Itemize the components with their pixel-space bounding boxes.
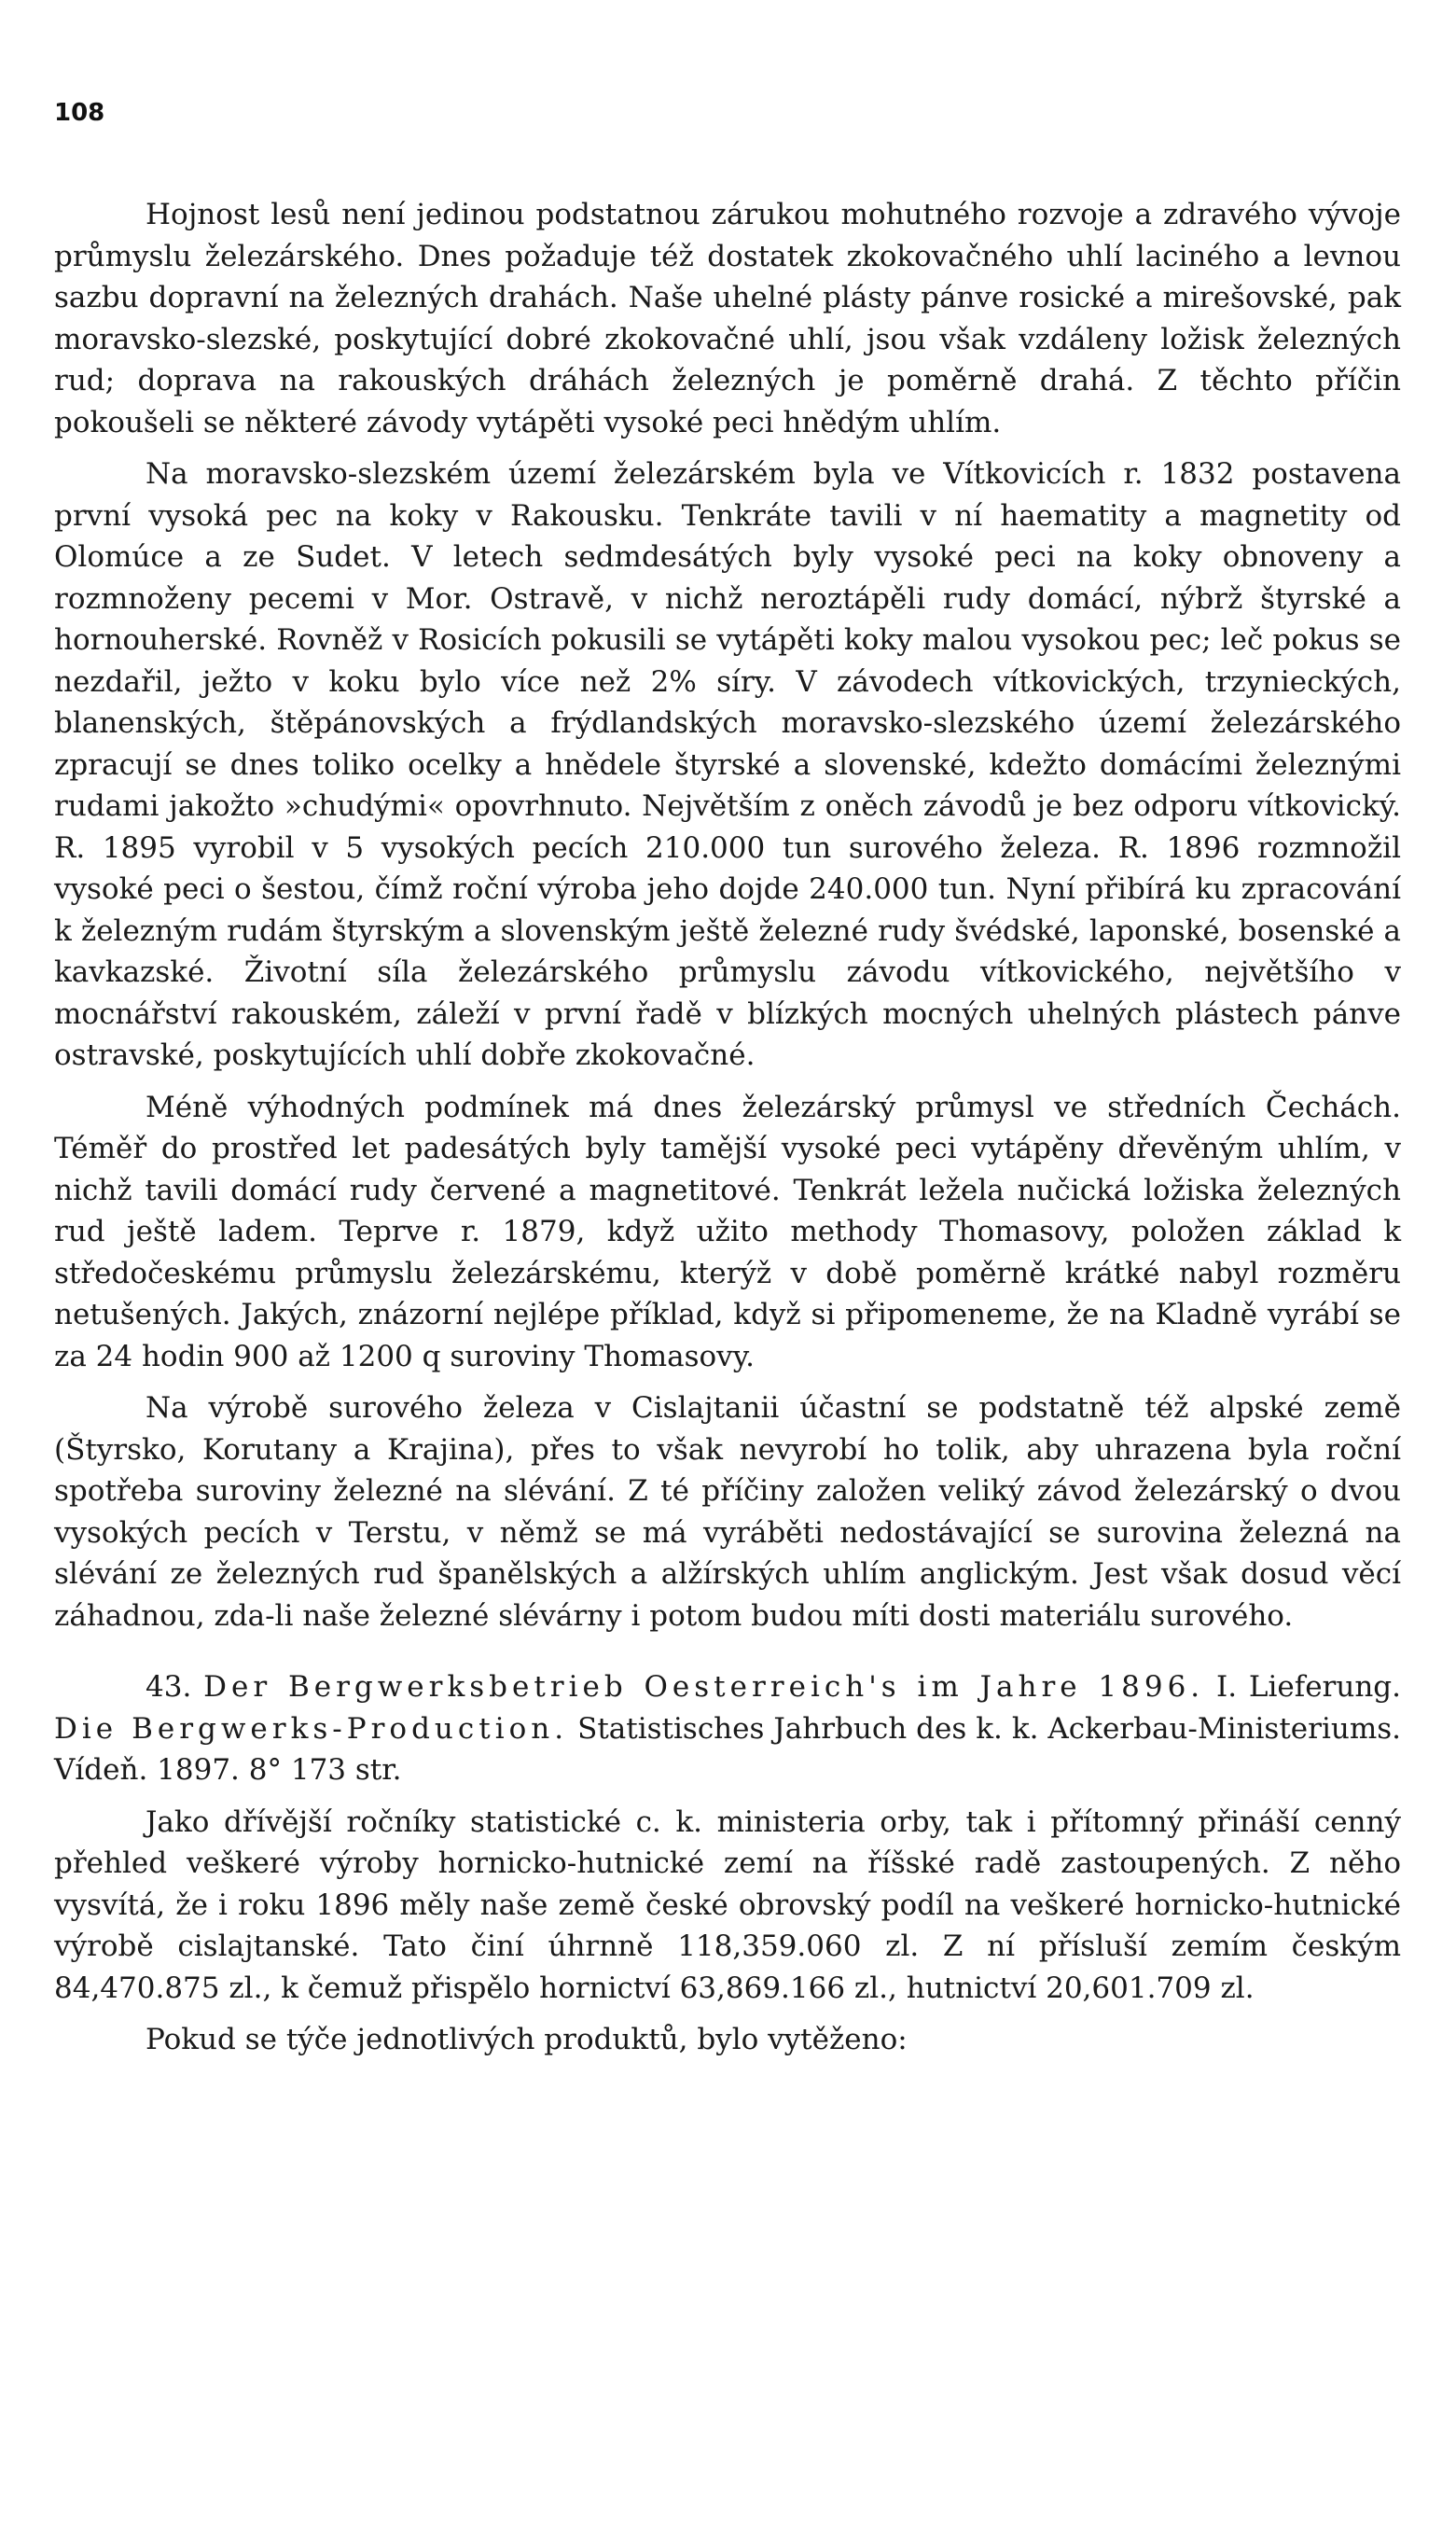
reference-number: 43. <box>146 1670 192 1704</box>
paragraph-central-bohemia: Méně výhodných podmínek má dnes železárský průmysl ve středních Čechách. Téměř do prostřed let padesátých byly tamější vysoké peci vytápěny dřevěným uhlím, v nichž tavili domácí rudy červené a magnetitové. Tenkrát ležela nučická ložiska železných rud ještě ladem. Teprve r. 1879, když užito methody Thomasovy, položen základ k středočeskému průmyslu železárskému, kterýž v době poměrně krátké nabyl rozměru netušených. Jakých, znázorní nejlépe příklad, když si připomeneme, že na Kladně vyrábí se za 24 hodin 900 až 1200 q suroviny Thomasovy. <box>54 1090 1401 1373</box>
reference-part: I. Lieferung. <box>1215 1670 1401 1704</box>
page-number: 108 <box>54 99 105 127</box>
paragraph-alpine-lands: Na výrobě surového železa v Cislajtanii účastní se podstatně též alpské země (Štyrsko, Korutany a Krajina), přes to však nevyrobí ho tolik, aby uhrazena byla roční spotřeba suroviny železné na slévání. Z té příčiny založen veliký závod železárský o dvou vysokých pecích v Terstu, v němž se má vyráběti nedostávající se surovina železná na slévání ze železných rud španělských a alžírských uhlím anglickým. Jest však dosud věcí záhadnou, zda-li naše železné slévárny i potom budou míti dosti materiálu surového. <box>54 1391 1401 1633</box>
paragraph-moravia-silesia: Na moravsko-slezském území železárském byla ve Vítkovicích r. 1832 postavena první vysoká pec na koky v Rakousku. Tenkráte tavili v ní haematity a magnetity od Olomúce a ze Sudet. V letech sedmdesátých byly vysoké peci na koky obnoveny a rozmnoženy pecemi v Mor. Ostravě, v nichž neroztápěli rudy domácí, nýbrž štyrské a hornouherské. Rovněž v Rosicích pokusili se vytápěti koky malou vysokou pec; leč pokus se nezdařil, ježto v koku bylo více než 2% síry. V závodech vítkovických, trzynieckých, blanenských, štěpánovských a frýdlandských moravsko-slezského území železárského zpracují se dnes toliko ocelky a hnědele štyrské a slovenské, kdežto domácími železnými rudami jakožto »chudými« opovrhnuto. Největším z oněch závodů je bez odporu vítkovický. R. 1895 vyrobil v 5 vysokých pecích 210.000 tun surového železa. R. 1896 rozmnožil vysoké peci o šestou, čímž roční výroba jeho dojde 240.000 tun. Nyní přibírá ku zpracování k železným rudám štyrským a slovenským ještě železné rudy švédské, laponské, bosenské a kavkazské. Životní síla železárského průmyslu závodu vítkovického, největšího v mocnářství rakouském, záleží v první řadě v blízkých mocných uhelných plástech pánve ostravské, poskytujících uhlí dobře zkokovačné. <box>54 457 1401 1072</box>
reference-entry <box>54 1666 1401 1791</box>
paragraph-statistics: Jako dřívější ročníky statistické c. k. ministeria orby, tak i přítomný přináší cenný přehled veškeré výroby hornicko-hutnické zemí na říšské radě zastoupených. Z něho vysvítá, že i roku 1896 měly naše země české obrovský podíl na veškeré hornicko-hutnické výrobě cislajtanské. Tato činí úhrnně 118,359.060 zl. Z ní přísluší zemím českým 84,470.875 zl., k čemuž přispělo hornictví 63,869.166 zl., hutnictví 20,601.709 zl. <box>54 1804 1401 2005</box>
paragraph-products-intro: Pokud se týče jednotlivých produktů, bylo vytěženo: <box>146 2023 908 2056</box>
reference-subtitle: Die Bergwerks-Production. <box>54 1711 569 1746</box>
reference-title: Der Bergwerksbetrieb Oesterreich's im Jahre 1896. <box>203 1670 1205 1704</box>
page-content <box>54 194 1401 2071</box>
paragraph-forests: Hojnost lesů není jedinou podstatnou zárukou mohutného rozvoje a zdravého vývoje průmyslu železárského. Dnes požaduje též dostatek zkokovačného uhlí laciného a levnou sazbu dopravní na železných drahách. Naše uhelné plásty pánve rosické a mirešovské, pak moravsko-slezské, poskytující dobré zkokovačné uhlí, jsou však vzdáleny ložisk železných rud; doprava na rakouských dráhách železných je poměrně drahá. Z těchto příčin pokoušeli se některé závody vytápěti vysoké peci hnědým uhlím. <box>54 198 1401 439</box>
reference-details: Statistisches Jahrbuch des k. k. Ackerbau-Ministeriums. Vídeň. 1897. 8° 173 str. <box>54 1711 1401 1787</box>
